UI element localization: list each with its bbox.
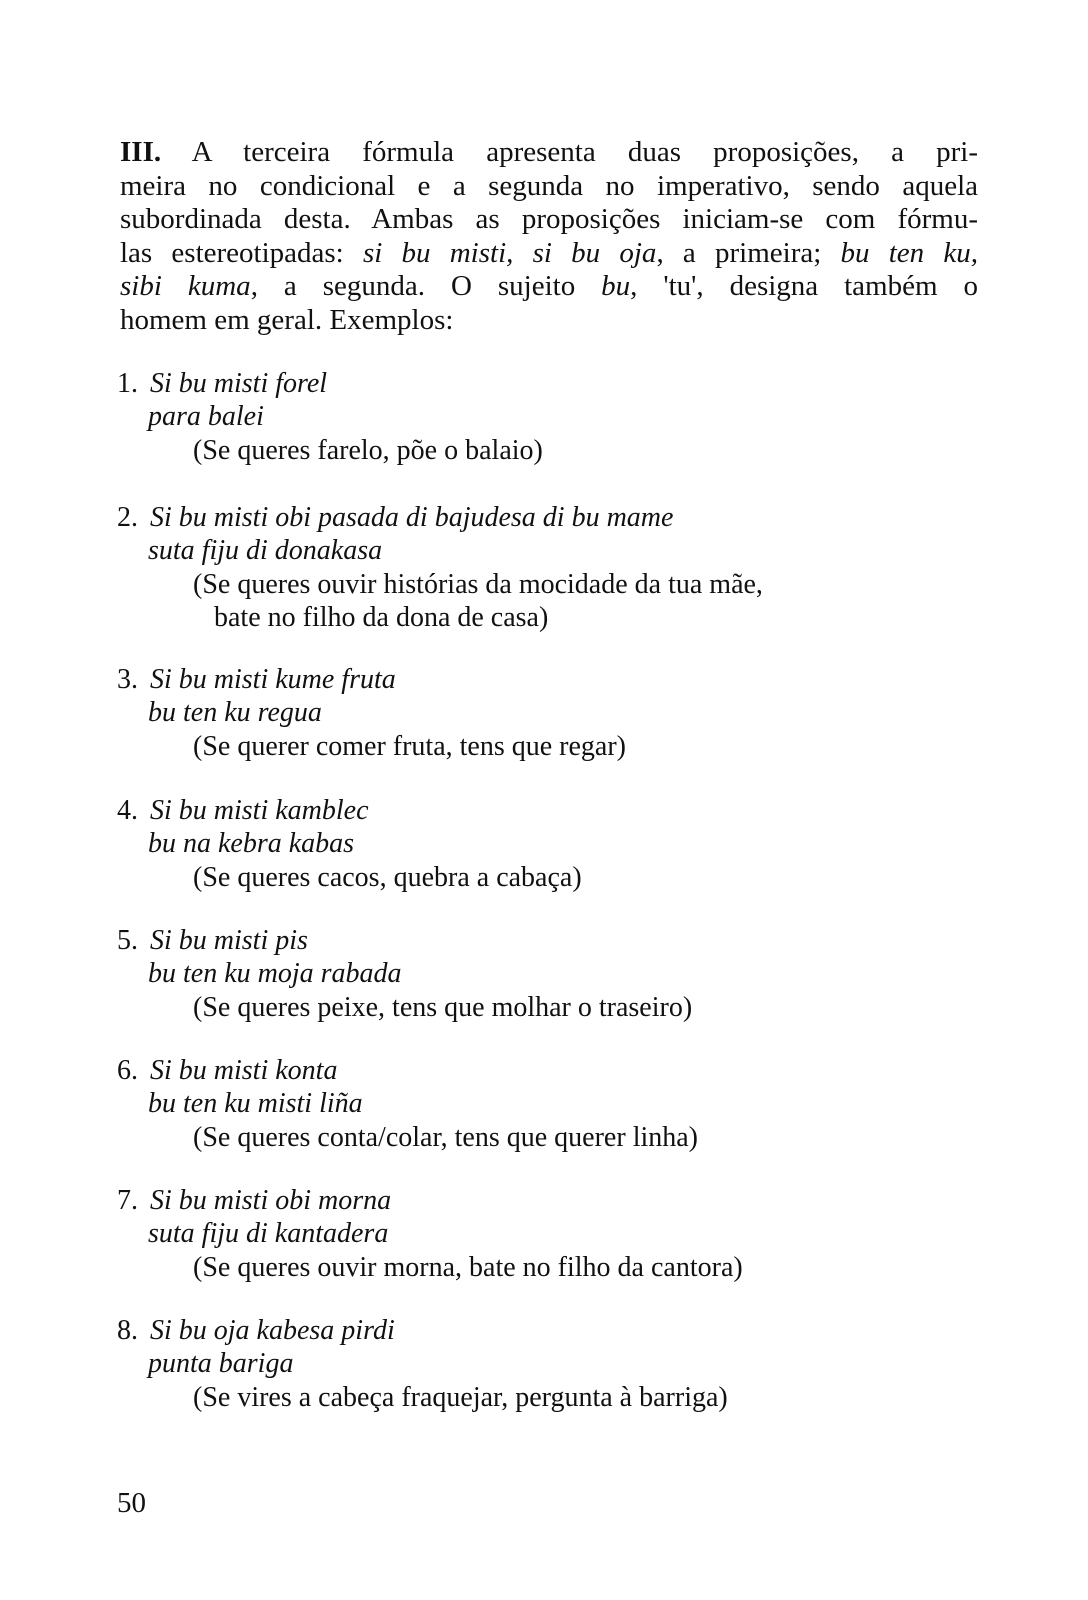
example-translation: (Se queres peixe, tens que molhar o traseiro) bbox=[193, 992, 693, 1023]
page-number: 50 bbox=[117, 1487, 146, 1519]
example-number: 6. bbox=[117, 1055, 138, 1086]
example-translation: (Se queres conta/colar, tens que querer linha) bbox=[193, 1122, 698, 1153]
example-line-2: punta bariga bbox=[148, 1348, 294, 1379]
example-line-1: Si bu oja kabesa pirdi bbox=[150, 1315, 395, 1346]
example-line-2: bu na kebra kabas bbox=[148, 828, 355, 859]
example-line-2: para balei bbox=[148, 401, 264, 432]
intro-text: meira no condicional e a segunda no imperativo, sendo aquela bbox=[120, 169, 978, 202]
intro-text: , 'tu', designa também o bbox=[630, 270, 979, 302]
example-number: 3. bbox=[117, 664, 138, 695]
example-line-2: bu ten ku misti liña bbox=[148, 1088, 363, 1119]
example-line-1: Si bu misti kamblec bbox=[150, 795, 369, 826]
example-translation: (Se querer comer fruta, tens que regar) bbox=[193, 731, 627, 762]
example-number: 7. bbox=[117, 1185, 138, 1216]
example-line-1: Si bu misti konta bbox=[150, 1055, 338, 1086]
example-number: 2. bbox=[117, 502, 138, 533]
example-line-1: Si bu misti obi pasada di bajudesa di bu mame bbox=[150, 502, 674, 533]
example-translation: (Se queres ouvir morna, bate no filho da cantora) bbox=[193, 1252, 743, 1283]
example-line-1: Si bu misti pis bbox=[150, 925, 308, 956]
example-line-1: Si bu misti kume fruta bbox=[150, 664, 396, 695]
intro-text: , a segunda. O sujeito bbox=[250, 270, 602, 302]
intro-italic-text: sibi kuma bbox=[120, 270, 251, 302]
example-translation: (Se queres farelo, põe o balaio) bbox=[193, 435, 543, 466]
example-number: 5. bbox=[117, 925, 138, 956]
intro-text: las estereotipadas: bbox=[120, 236, 363, 269]
intro-text: homem em geral. Exemplos: bbox=[120, 303, 454, 336]
example-number: 4. bbox=[117, 795, 138, 826]
intro-text: subordinada desta. Ambas as proposições iniciam-se com fórmu- bbox=[120, 203, 978, 235]
example-translation-continued: bate no filho da dona de casa) bbox=[214, 602, 549, 633]
example-translation: (Se vires a cabeça fraquejar, pergunta à barriga) bbox=[193, 1382, 728, 1413]
example-line-2: suta fiju di kantadera bbox=[148, 1218, 389, 1249]
intro-italic-text: bu ten ku, bbox=[840, 236, 978, 269]
example-line-1: Si bu misti obi morna bbox=[150, 1185, 392, 1216]
example-translation: (Se queres ouvir histórias da mocidade da tua mãe, bbox=[193, 569, 763, 600]
example-number: 1. bbox=[117, 368, 138, 399]
intro-text: A terceira fórmula apresenta duas proposições, a pri- bbox=[161, 136, 978, 168]
example-line-2: suta fiju di donakasa bbox=[148, 535, 383, 566]
example-line-2: bu ten ku moja rabada bbox=[148, 958, 402, 989]
intro-text: , a primeira; bbox=[656, 236, 841, 269]
intro-italic-text: bu bbox=[601, 270, 631, 302]
example-line-1: Si bu misti forel bbox=[150, 368, 328, 399]
example-number: 8. bbox=[117, 1315, 138, 1346]
intro-italic-text: si bu misti, si bu oja bbox=[362, 236, 657, 269]
example-translation: (Se queres cacos, quebra a cabaça) bbox=[193, 862, 582, 893]
section-numeral: III. bbox=[120, 136, 162, 168]
example-line-2: bu ten ku regua bbox=[148, 697, 322, 728]
